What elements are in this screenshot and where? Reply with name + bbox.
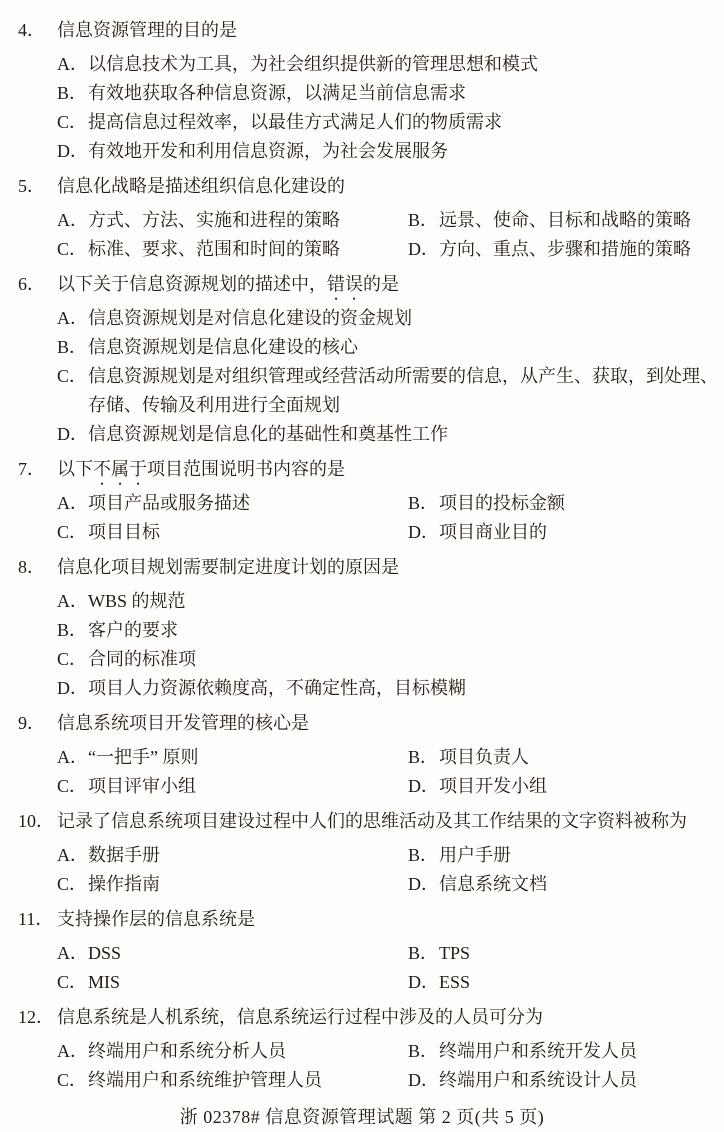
option-text: 信息资源规划是对组织管理或经营活动所需要的信息，从产生、获取，到处理、存储、传输及利用进行全面规划 [88, 366, 718, 415]
stem-text-post: 的是 [363, 274, 399, 294]
question-text [57, 905, 724, 939]
option-row [0, 235, 724, 264]
option-label: A． [57, 1041, 88, 1061]
question-stem [0, 16, 724, 50]
stem-text-pre: 信息化战略是描述组织信息化建设的 [57, 176, 345, 196]
option-text: 信息资源规划是信息化的基础性和奠基性工作 [88, 424, 448, 444]
option [0, 1037, 408, 1066]
option-text: TPS [439, 943, 471, 963]
option [0, 674, 724, 703]
option-text: 用户手册 [439, 845, 511, 865]
option-label: D． [408, 1070, 439, 1090]
option-label: A． [57, 747, 88, 767]
option [408, 772, 724, 801]
option-label: D． [408, 522, 439, 542]
option-row [0, 489, 724, 518]
option-label: C． [57, 1070, 88, 1090]
option-text: 操作指南 [88, 874, 160, 894]
question-stem [0, 172, 724, 206]
option-text: 信息资源规划是对信息化建设的资金规划 [88, 308, 412, 328]
option [408, 968, 724, 997]
option-text: 终端用户和系统分析人员 [88, 1041, 286, 1061]
question-stem [0, 807, 724, 841]
option-label: C． [57, 972, 88, 992]
stem-text-pre: 以下 [57, 459, 93, 479]
option-label: A． [57, 591, 88, 611]
option-row [0, 1066, 724, 1095]
question-text [57, 16, 724, 50]
option-label: B． [408, 493, 439, 513]
option [0, 968, 408, 997]
option-label: C． [57, 776, 88, 796]
option-text: 项目商业目的 [439, 522, 547, 542]
option-label: C． [57, 649, 88, 669]
option-text: 终端用户和系统维护管理人员 [88, 1070, 322, 1090]
option-text: “一把手” 原则 [88, 747, 199, 767]
question-number: 5． [18, 176, 45, 196]
option [0, 206, 408, 235]
option-label: D． [408, 874, 439, 894]
stem-text-emphasized: 不属于 [93, 459, 147, 479]
option-text: 有效地开发和利用信息资源，为社会发展服务 [88, 141, 448, 161]
question-stem [0, 455, 724, 489]
option-text: MIS [88, 972, 121, 992]
page-footer: 浙 02378# 信息资源管理试题 第 2 页(共 5 页) [179, 1107, 545, 1127]
question-number: 7． [18, 459, 45, 479]
question-text [57, 172, 724, 206]
option [0, 108, 724, 137]
stem-text-emphasized: 错误 [327, 274, 363, 294]
option-text: 项目开发小组 [439, 776, 547, 796]
option-row [0, 841, 724, 870]
option [0, 939, 408, 968]
option [0, 489, 408, 518]
option-label: B． [408, 845, 439, 865]
option-text: 项目产品或服务描述 [88, 493, 250, 513]
option [408, 1066, 724, 1095]
option [0, 137, 724, 166]
option-label: B． [57, 83, 88, 103]
option [0, 1066, 408, 1095]
option-label: C． [57, 239, 88, 259]
option-label: C． [57, 112, 88, 132]
option [408, 841, 724, 870]
option [0, 235, 408, 264]
option-label: D． [57, 141, 88, 161]
question-stem [0, 270, 724, 304]
question-11 [0, 905, 724, 997]
option-label: B． [408, 943, 439, 963]
stem-text-pre: 以下关于信息资源规划的描述中， [57, 274, 327, 294]
question-6 [0, 270, 724, 449]
option [0, 304, 724, 333]
option-row [0, 772, 724, 801]
option-text: 方式、方法、实施和进程的策略 [88, 210, 340, 230]
question-7 [0, 455, 724, 547]
question-number: 6． [18, 274, 45, 294]
question-9 [0, 709, 724, 801]
option [0, 616, 724, 645]
question-number: 4． [18, 20, 45, 40]
option [408, 743, 724, 772]
question-text [57, 807, 724, 841]
option [0, 587, 724, 616]
option-label: B． [57, 620, 88, 640]
option-label: D． [57, 424, 88, 444]
option-label: C． [57, 366, 88, 386]
question-10 [0, 807, 724, 899]
option [0, 420, 724, 449]
question-number: 9． [18, 713, 45, 733]
option-label: D． [408, 239, 439, 259]
option [0, 333, 724, 362]
option [408, 489, 724, 518]
option [408, 1037, 724, 1066]
option-label: B． [408, 1041, 439, 1061]
option-text: 合同的标准项 [88, 649, 196, 669]
option-text: 信息系统文档 [439, 874, 547, 894]
question-stem [0, 905, 724, 939]
option-label: D． [57, 678, 88, 698]
option-row [0, 518, 724, 547]
option-label: B． [408, 747, 439, 767]
option-row [0, 968, 724, 997]
question-8 [0, 553, 724, 703]
option-label: D． [408, 972, 439, 992]
option-text: 项目的投标金额 [439, 493, 565, 513]
question-stem [0, 709, 724, 743]
option-text: 终端用户和系统设计人员 [439, 1070, 637, 1090]
option-text: DSS [88, 943, 122, 963]
option [0, 841, 408, 870]
option-label: A． [57, 493, 88, 513]
option-text: 标准、要求、范围和时间的策略 [88, 239, 340, 259]
option [408, 518, 724, 547]
option [0, 79, 724, 108]
option-label: B． [408, 210, 439, 230]
question-text [57, 455, 724, 489]
option [408, 870, 724, 899]
option-label: C． [57, 522, 88, 542]
option-text: 项目评审小组 [88, 776, 196, 796]
stem-text-post: 项目范围说明书内容的是 [147, 459, 345, 479]
option-text: 项目人力资源依赖度高，不确定性高，目标模糊 [88, 678, 466, 698]
question-number: 11． [18, 909, 54, 929]
option-text: 远景、使命、目标和战略的策略 [439, 210, 691, 230]
option-label: A． [57, 54, 88, 74]
question-text [57, 553, 724, 587]
option-text: 有效地获取各种信息资源，以满足当前信息需求 [88, 83, 466, 103]
question-text [57, 709, 724, 743]
option [0, 645, 724, 674]
stem-text-pre: 信息化项目规划需要制定进度计划的原因是 [57, 557, 399, 577]
option-text: 方向、重点、步骤和措施的策略 [439, 239, 691, 259]
option [408, 939, 724, 968]
question-number: 8． [18, 557, 45, 577]
option-text: ESS [439, 972, 471, 992]
option-text: 以信息技术为工具，为社会组织提供新的管理思想和模式 [88, 54, 538, 74]
question-stem [0, 553, 724, 587]
stem-text-pre: 信息资源管理的目的是 [57, 20, 237, 40]
option [408, 235, 724, 264]
option-text: 终端用户和系统开发人员 [439, 1041, 637, 1061]
option [0, 362, 724, 420]
option-label: D． [408, 776, 439, 796]
option-text: 信息资源规划是信息化建设的核心 [88, 337, 358, 357]
option-row [0, 939, 724, 968]
option-text: 项目负责人 [439, 747, 529, 767]
option-label: A． [57, 943, 88, 963]
option-text: 客户的要求 [88, 620, 178, 640]
option [408, 206, 724, 235]
option [0, 772, 408, 801]
option-text: 数据手册 [88, 845, 160, 865]
question-4 [0, 16, 724, 166]
option-label: A． [57, 845, 88, 865]
option-text: WBS 的规范 [88, 591, 186, 611]
option-row [0, 870, 724, 899]
option-row [0, 1037, 724, 1066]
question-text [57, 270, 724, 304]
question-number: 12． [18, 1007, 54, 1027]
option-label: C． [57, 874, 88, 894]
stem-text-pre: 信息系统是人机系统，信息系统运行过程中涉及的人员可分为 [57, 1007, 543, 1027]
option [0, 50, 724, 79]
option [0, 743, 408, 772]
question-5 [0, 172, 724, 264]
question-text [57, 1003, 724, 1037]
option-text: 项目目标 [88, 522, 160, 542]
option [0, 518, 408, 547]
option-row [0, 206, 724, 235]
stem-text-pre: 记录了信息系统项目建设过程中人们的思维活动及其工作结果的文字资料被称为 [57, 811, 687, 831]
option-label: B． [57, 337, 88, 357]
option-label: A． [57, 210, 88, 230]
question-number: 10． [18, 811, 54, 831]
option-row [0, 743, 724, 772]
stem-text-pre: 支持操作层的信息系统是 [57, 909, 255, 929]
option-text: 提高信息过程效率，以最佳方式满足人们的物质需求 [88, 112, 502, 132]
option [0, 870, 408, 899]
question-12 [0, 1003, 724, 1095]
stem-text-pre: 信息系统项目开发管理的核心是 [57, 713, 309, 733]
question-stem [0, 1003, 724, 1037]
option-label: A． [57, 308, 88, 328]
